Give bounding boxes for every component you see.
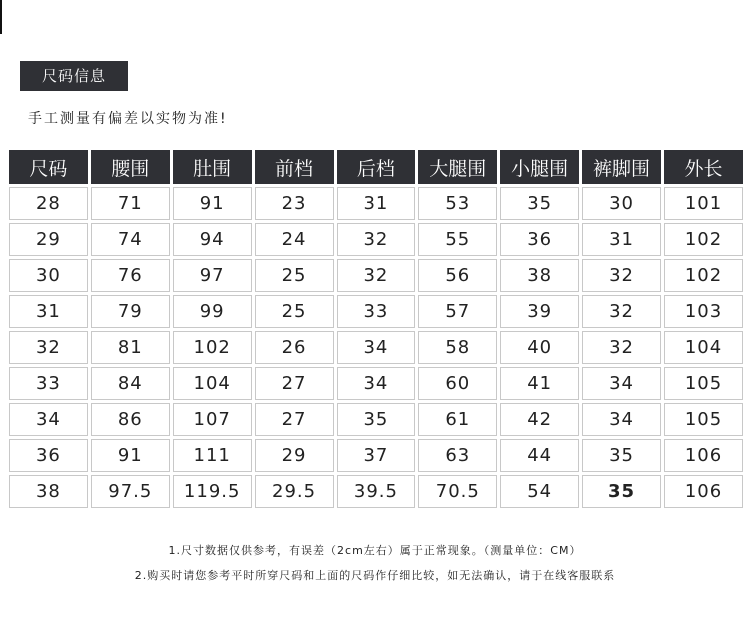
table-cell: 35 [500,187,579,220]
table-cell: 33 [9,367,88,400]
table-cell: 97 [173,259,252,292]
table-cell: 102 [664,259,743,292]
table-cell: 58 [418,331,497,364]
table-cell: 38 [9,475,88,508]
table-cell: 39.5 [337,475,416,508]
table-cell: 31 [9,295,88,328]
table-cell: 23 [255,187,334,220]
table-row [9,403,743,436]
table-cell: 91 [91,439,170,472]
table-row [9,367,743,400]
table-cell: 119.5 [173,475,252,508]
table-cell: 106 [664,475,743,508]
table-cell: 35 [582,475,661,508]
table-cell: 81 [91,331,170,364]
table-cell: 79 [91,295,170,328]
table-cell: 27 [255,403,334,436]
table-cell: 24 [255,223,334,256]
table-cell: 34 [337,331,416,364]
table-cell: 31 [337,187,416,220]
table-row [9,331,743,364]
table-cell: 104 [664,331,743,364]
table-row [9,439,743,472]
table-cell: 102 [664,223,743,256]
table-row [9,259,743,292]
table-cell: 29 [255,439,334,472]
table-cell: 29 [9,223,88,256]
table-cell: 84 [91,367,170,400]
table-cell: 94 [173,223,252,256]
table-cell: 44 [500,439,579,472]
size-table [6,147,746,511]
table-header-row [9,150,743,184]
table-cell: 61 [418,403,497,436]
table-cell: 35 [337,403,416,436]
table-cell: 111 [173,439,252,472]
table-cell: 41 [500,367,579,400]
section-title: 尺码信息 [20,61,128,91]
table-cell: 32 [582,259,661,292]
table-cell: 30 [9,259,88,292]
table-cell: 103 [664,295,743,328]
header-size: 尺码 [9,150,88,184]
table-cell: 36 [500,223,579,256]
measurement-notice: 手工测量有偏差以实物为准! [28,111,228,127]
header-leg-opening: 裤脚围 [582,150,661,184]
header-outseam: 外长 [664,150,743,184]
table-cell: 63 [418,439,497,472]
table-cell: 33 [337,295,416,328]
table-cell: 25 [255,259,334,292]
table-cell: 107 [173,403,252,436]
table-cell: 105 [664,367,743,400]
header-back-rise: 后档 [337,150,416,184]
header-calf: 小腿围 [500,150,579,184]
table-cell: 106 [664,439,743,472]
table-cell: 35 [582,439,661,472]
table-cell: 32 [337,223,416,256]
table-cell: 40 [500,331,579,364]
table-row [9,295,743,328]
table-cell: 91 [173,187,252,220]
table-cell: 104 [173,367,252,400]
table-cell: 74 [91,223,170,256]
table-cell: 105 [664,403,743,436]
table-cell: 34 [582,403,661,436]
table-cell: 34 [337,367,416,400]
table-cell: 60 [418,367,497,400]
table-cell: 76 [91,259,170,292]
corner-mark [0,0,2,34]
table-row [9,475,743,508]
table-cell: 86 [91,403,170,436]
header-front-rise: 前档 [255,150,334,184]
table-cell: 42 [500,403,579,436]
table-cell: 71 [91,187,170,220]
table-cell: 97.5 [91,475,170,508]
table-row [9,223,743,256]
table-cell: 29.5 [255,475,334,508]
table-cell: 37 [337,439,416,472]
table-cell: 101 [664,187,743,220]
table-cell: 34 [582,367,661,400]
table-cell: 31 [582,223,661,256]
table-cell: 36 [9,439,88,472]
table-cell: 32 [582,331,661,364]
table-cell: 54 [500,475,579,508]
table-cell: 99 [173,295,252,328]
table-cell: 56 [418,259,497,292]
table-cell: 38 [500,259,579,292]
table-cell: 55 [418,223,497,256]
header-thigh: 大腿围 [418,150,497,184]
table-cell: 32 [9,331,88,364]
table-cell: 27 [255,367,334,400]
table-cell: 53 [418,187,497,220]
table-cell: 32 [337,259,416,292]
header-waist: 腰围 [91,150,170,184]
table-cell: 70.5 [418,475,497,508]
footnote-2: 2.购买时请您参考平时所穿尺码和上面的尺码作仔细比较，如无法确认，请于在线客服联系 [134,569,616,582]
table-cell: 26 [255,331,334,364]
table-cell: 28 [9,187,88,220]
footnote-1: 1.尺寸数据仅供参考，有误差（2cm左右）属于正常现象。（测量单位：CM） [168,544,582,557]
header-belly: 肚围 [173,150,252,184]
table-cell: 57 [418,295,497,328]
table-cell: 25 [255,295,334,328]
table-cell: 102 [173,331,252,364]
table-cell: 30 [582,187,661,220]
table-cell: 39 [500,295,579,328]
table-cell: 34 [9,403,88,436]
table-cell: 32 [582,295,661,328]
table-row [9,187,743,220]
